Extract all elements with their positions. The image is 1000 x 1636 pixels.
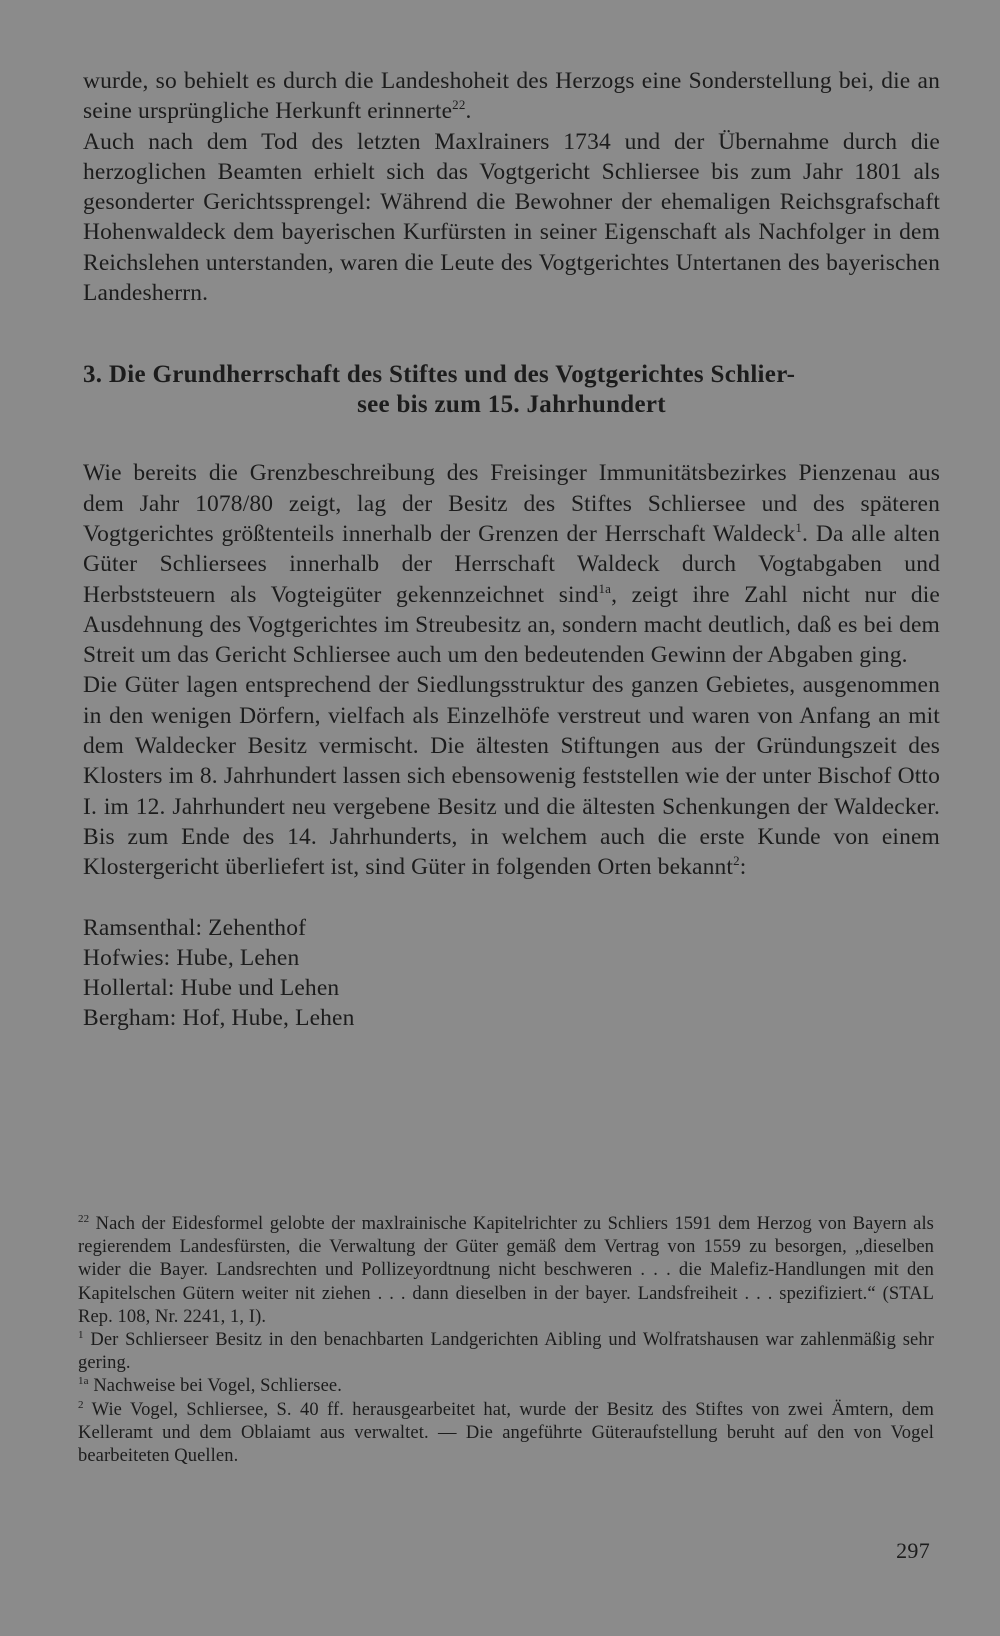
paragraph-vogtgericht: Auch nach dem Tod des letzten Maxlrainers 1734 und der Übernahme durch die herzoglichen Beamten erhielt sich das Vogtgericht Schliersee bis zum Jahr 1801 als gesonderter Gerichtssprengel: Während die Bewohner der ehemaligen Reichsgrafschaft Hohenwaldeck dem bayerischen Kurfürsten in seiner Eigenschaft als Nachfolger in dem Reichslehen unterstanden, waren die Leute des Vogtgerichtes Untertanen des bayerischen Landesherrn. — [83, 128, 940, 307]
footnote-ref-1a[interactable]: 1a — [598, 580, 612, 596]
footnote-ref-1[interactable]: 1 — [795, 520, 803, 536]
section-heading-line2: see bis zum 15. Jahrhundert — [357, 391, 666, 419]
paragraph-gueter — [83, 670, 940, 882]
paragraph-text: , zeigt ihre Zahl nicht nur die Ausdehnung des Vogtgerichtes im Streubesitz an, sondern macht deutlich, daß es bei dem Streit um das Gericht Schliersee auch um den bedeutenden Gewinn der Abgaben ging. — [83, 581, 940, 669]
footnote-mark: 1a — [78, 1375, 89, 1388]
paragraph-text: wurde, so behielt es durch die Landeshoheit des Herzogs eine Sonderstellung bei, die an seine ursprüngliche Herkunft erinnerte — [83, 68, 940, 125]
paragraph-text: Die Güter lagen entsprechend der Siedlungsstruktur des ganzen Gebietes, ausgenommen in den wenigen Dörfern, vielfach als Einzelhöfe verstreut und waren von Anfang an mit dem Waldecker Besitz vermischt. Die ältesten Stiftungen aus der Gründungszeit des Klosters im 8. Jahrhundert lassen sich ebensowenig feststellen wie der unter Bischof Otto I. im 12. Jahrhundert neu vergebene Besitz und die ältesten Schenkungen der Waldecker. Bis zum Ende des 14. Jahrhunderts, in welchem auch die erste Kunde von einem Klostergericht überliefert ist, sind Güter in folgenden Orten bekannt — [83, 672, 940, 881]
footnote-text: Der Schlierseer Besitz in den benachbarten Landgerichten Aibling und Wolfratshausen war zahlenmäßig sehr gering. — [78, 1330, 934, 1374]
paragraph-end: : — [739, 854, 747, 881]
paragraph-grundherrschaft — [83, 458, 940, 670]
footnote-1 — [78, 1329, 934, 1375]
place-list — [83, 913, 940, 1034]
paragraph-end: . — [465, 98, 472, 125]
paragraph-text: . Da alle alten Güter Schliersees innerhalb der Herrschaft Waldeck durch Vogtabgaben und Herbststeuern als Vogteigüter gekennzeichnet sind — [83, 520, 940, 608]
section-heading — [83, 360, 940, 420]
footnote-ref-2[interactable]: 2 — [733, 853, 740, 869]
footnote-mark: 1 — [78, 1328, 84, 1341]
page-body — [83, 66, 940, 1034]
list-item: Ramsenthal: Zehenthof — [83, 914, 307, 941]
footnote-22 — [78, 1213, 934, 1329]
footnote-text: Nach der Eidesformel gelobte der maxlrainische Kapitelrichter zu Schliers 1591 dem Herzog von Bayern als regierendem Landesfürsten, die Verwaltung der Güter gemäß dem Vertrag von 1559 zu besorgen, „dieselben wider die Bayer. Landsrechten und Pollizeyordtnung nicht beschweren . . . die Malefiz-Handlungen mit den Kapitelschen Gütern weiter nit ziehen . . . dann dieselben in der bayer. Landsfreiheit . . . spezifiziert.“ (STAL Rep. 108, Nr. 2241, 1, I). — [78, 1214, 934, 1327]
footnote-mark: 22 — [78, 1212, 90, 1225]
page-number: 297 — [896, 1538, 930, 1563]
paragraph-continuation — [83, 66, 940, 127]
list-item: Bergham: Hof, Hube, Lehen — [83, 1005, 355, 1032]
paragraph-text: Wie bereits die Grenzbeschreibung des Freisinger Immunitätsbezirkes Pienzenau aus dem Jahr 1078/80 zeigt, lag der Besitz des Stiftes Schliersee und des späteren Vogtgerichtes größtenteils innerhalb der Grenzen der Herrschaft Waldeck — [83, 460, 940, 547]
footnote-ref-22[interactable]: 22 — [452, 97, 466, 113]
footnote-text: Nachweise bei Vogel, Schliersee. — [93, 1376, 342, 1397]
footnote-text: Wie Vogel, Schliersee, S. 40 ff. herausgearbeitet hat, wurde der Besitz des Stiftes von zwei Ämtern, dem Kelleramt und dem Oblaiamt aus verwaltet. — Die angeführte Güteraufstellung beruht auf den von Vogel bearbeiteten Quellen. — [78, 1399, 934, 1467]
footnote-1a — [78, 1375, 934, 1398]
footnote-mark: 2 — [78, 1398, 84, 1411]
footnotes — [78, 1213, 934, 1468]
footnote-2 — [78, 1399, 934, 1469]
list-item: Hofwies: Hube, Lehen — [83, 944, 300, 971]
list-item: Hollertal: Hube und Lehen — [83, 975, 340, 1002]
section-heading-line1: 3. Die Grundherrschaft des Stiftes und des Vogtgerichtes Schlier- — [83, 361, 796, 389]
